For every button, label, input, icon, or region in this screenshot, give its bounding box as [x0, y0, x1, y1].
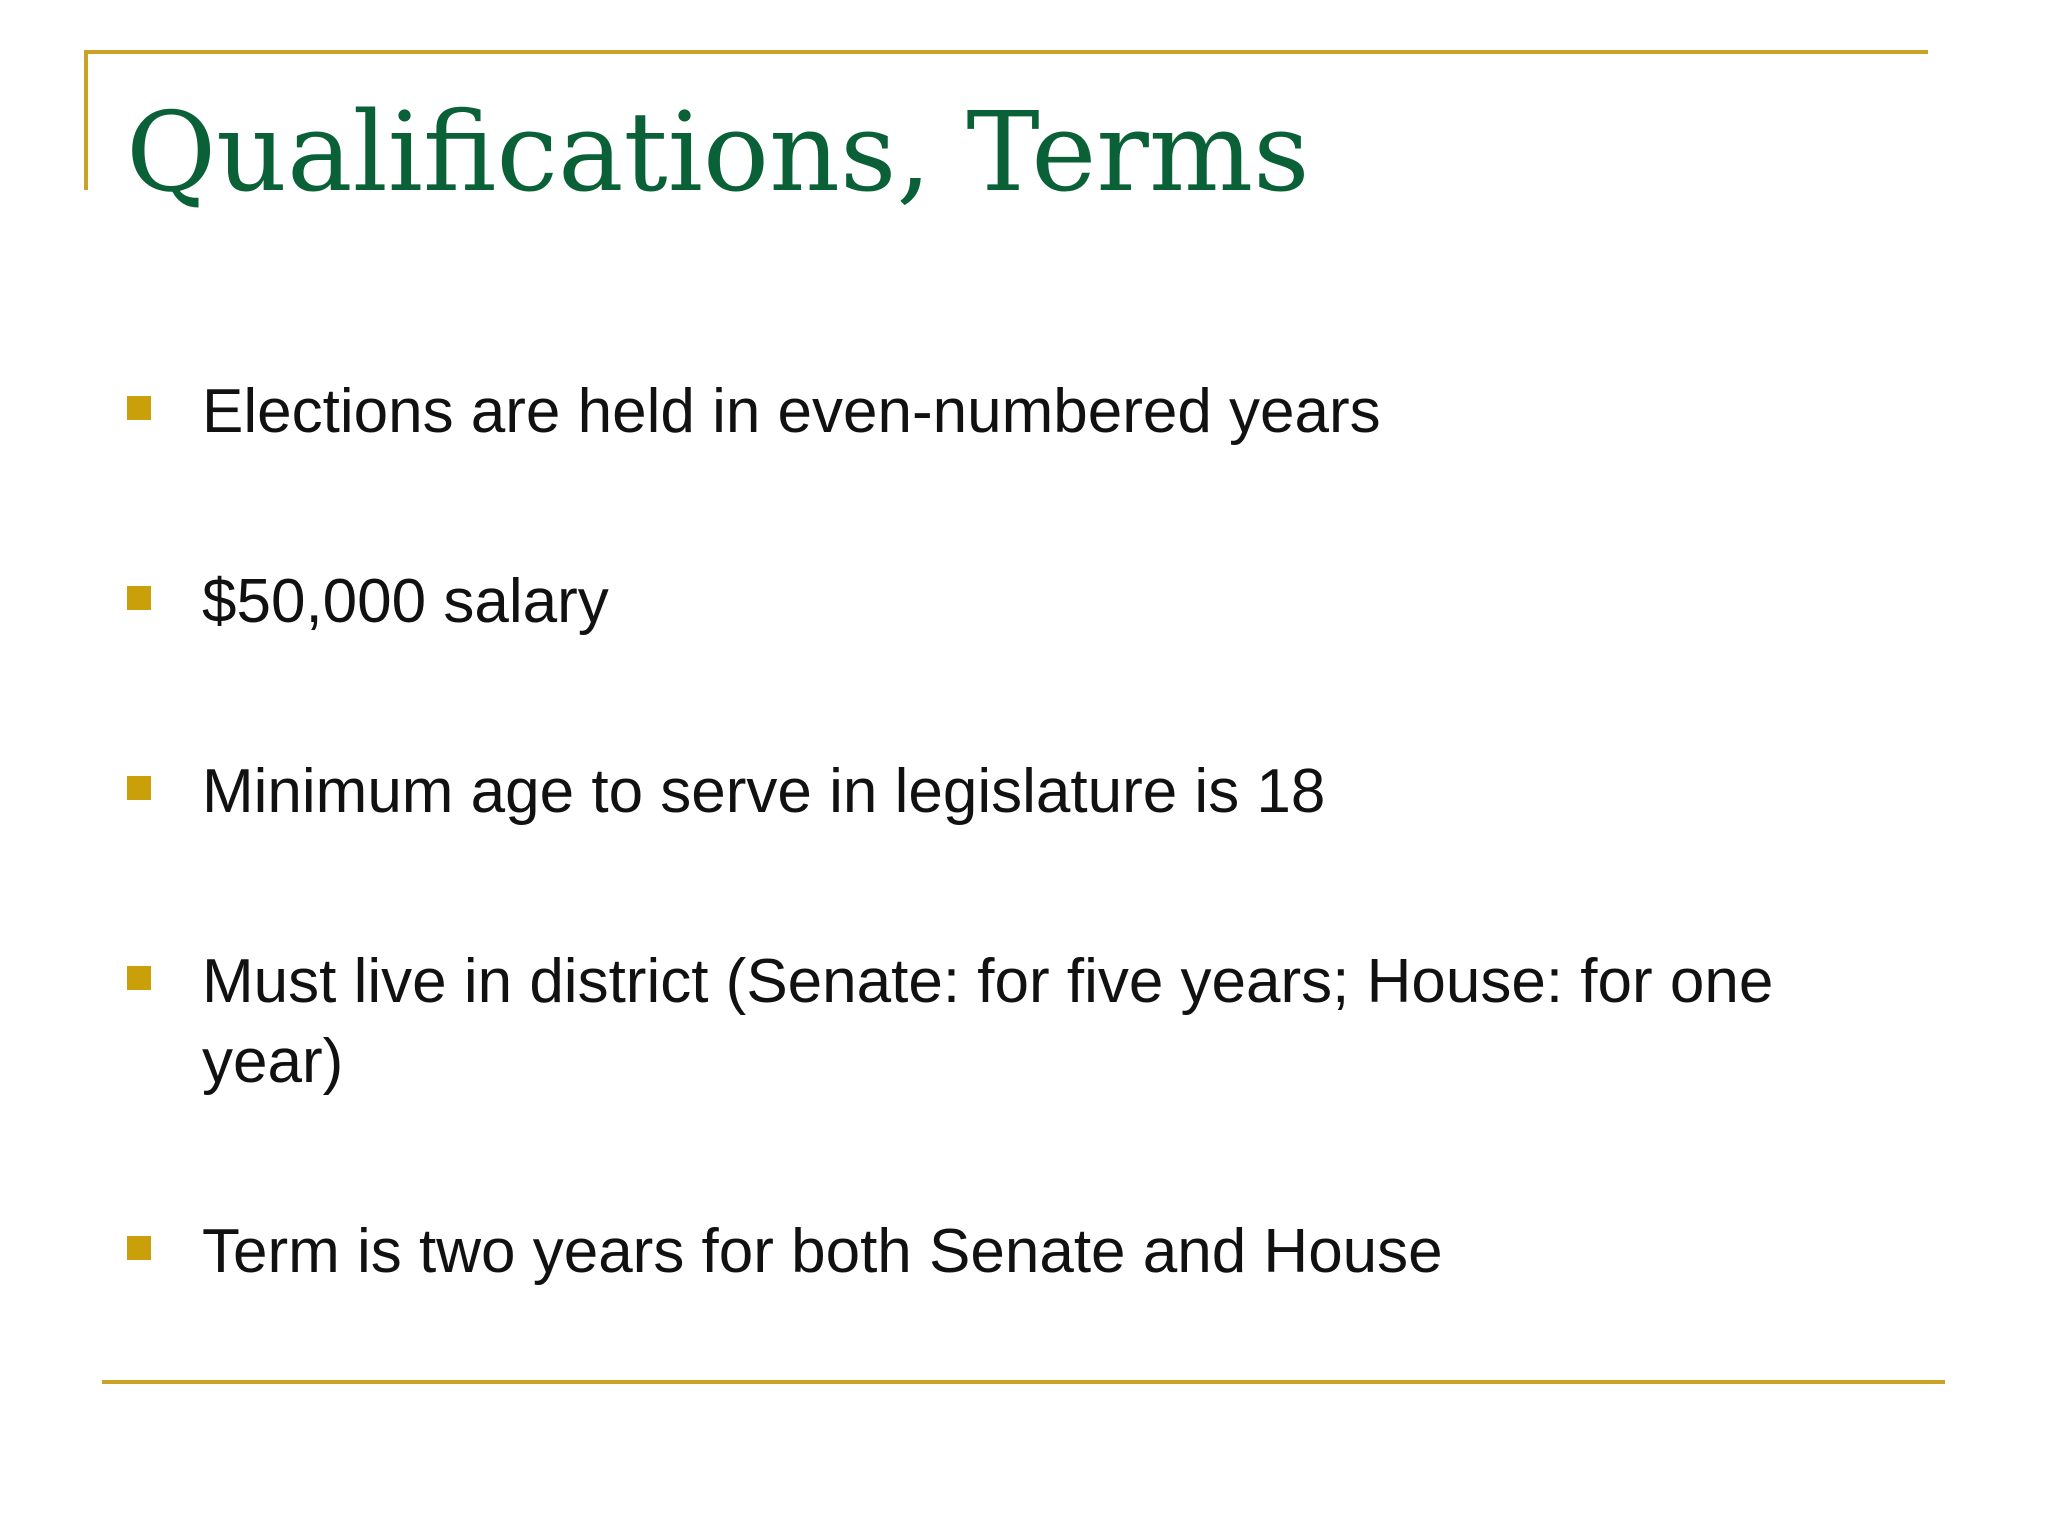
- left-rule: [84, 50, 88, 190]
- bullet-item: [126, 942, 1906, 1102]
- bullet-list: [126, 372, 1906, 1292]
- bullet-text: Term is two years for both Senate and House: [202, 1217, 1443, 1286]
- slide-title: Qualifications, Terms: [126, 88, 1310, 216]
- bullet-text: Must live in district (Senate: for five years; House: for one year): [202, 947, 1774, 1096]
- top-rule: [84, 50, 1928, 54]
- bullet-item: [126, 372, 1906, 452]
- square-bullet-icon: [127, 966, 151, 990]
- bullet-item: [126, 752, 1906, 832]
- square-bullet-icon: [127, 1236, 151, 1260]
- square-bullet-icon: [127, 396, 151, 420]
- square-bullet-icon: [127, 586, 151, 610]
- bullet-item: [126, 1212, 1906, 1292]
- bullet-item: [126, 562, 1906, 642]
- bullet-text: $50,000 salary: [202, 567, 609, 636]
- bullet-text: Elections are held in even-numbered years: [202, 377, 1381, 446]
- bottom-rule: [102, 1380, 1945, 1384]
- bullet-text: Minimum age to serve in legislature is 18: [202, 757, 1326, 826]
- square-bullet-icon: [127, 776, 151, 800]
